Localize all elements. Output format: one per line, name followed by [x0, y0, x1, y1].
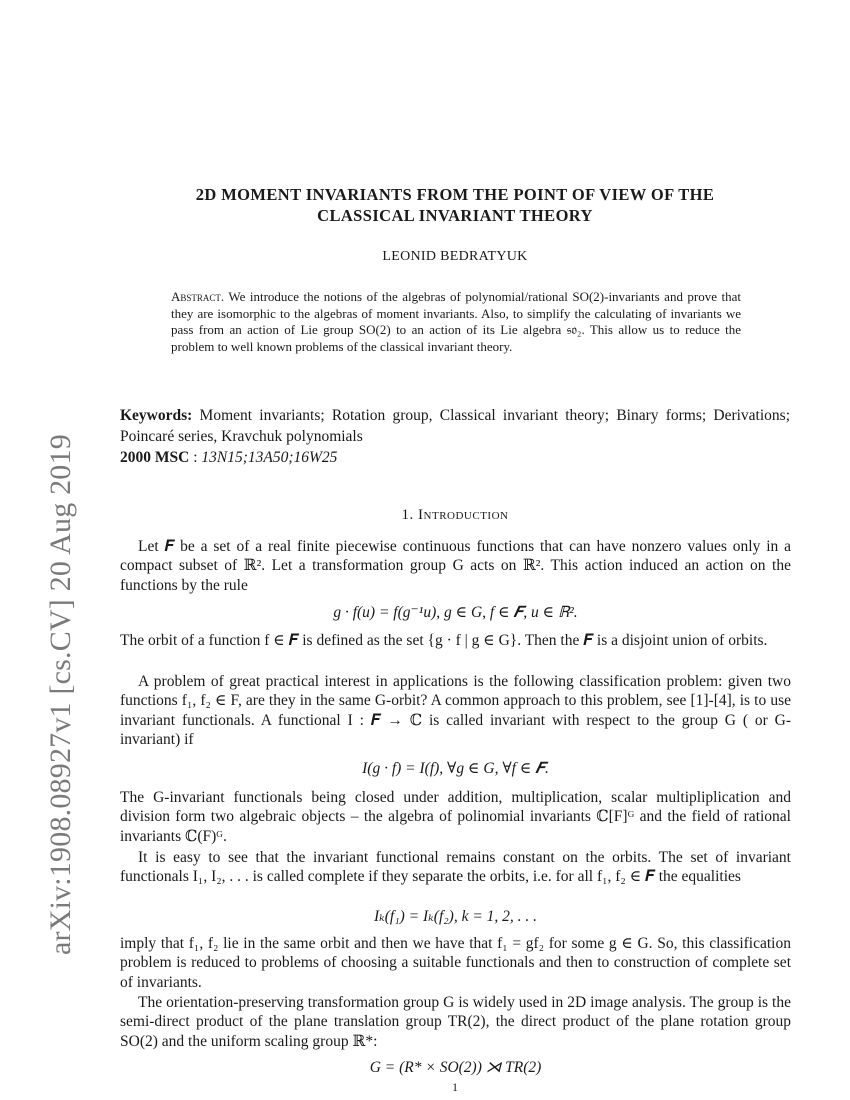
equation-invariance: I(g · f) = I(f), ∀g ∈ G, ∀f ∈ 𝑭.: [362, 760, 549, 777]
paper-title-line-2: CLASSICAL INVARIANT THEORY: [317, 206, 593, 225]
author-name: LEONID BEDRATYUK: [382, 249, 528, 264]
paper-title-line-1: 2D MOMENT INVARIANTS FROM THE POINT OF VIEW OF THE: [195, 185, 715, 204]
abstract-label: Abstract.: [171, 289, 225, 304]
keywords-label: Keywords:: [120, 407, 193, 424]
equation-action: g · f(u) = f(g⁻¹u), g ∈ G, f ∈ 𝑭, u ∈ ℝ².: [333, 604, 578, 621]
paragraph-2: The orbit of a function f ∈ 𝑭 is defined as the set {g · f | g ∈ G}. Then the 𝑭 is a disjoint union of orbits.: [120, 632, 768, 649]
equation-group: G = (R* × SO(2)) ⋊ TR(2): [369, 1059, 542, 1076]
abstract-text: We introduce the notions of the algebras of polynomial/rational SO(2)-invariants and prove that they are isomorphic to the algebras of moment invariants. Also, to simplify the calculating of invariants we pass from an action of Lie group SO(2) to an action of its Lie algebra 𝔰𝔬₂. This allow us to reduce the problem to well known problems of the classical invariant theory.: [171, 289, 742, 354]
paper-title: [100, 184, 810, 226]
section-heading: 1. Introduction: [401, 507, 509, 523]
paragraph-5: It is easy to see that the invariant functional remains constant on the orbits. The set of invariant functionals I₁, I₂, . . . is called complete if they separate the orbits, i.e. for all f₁, f₂ ∈ 𝑭 the equalities: [120, 849, 791, 886]
paragraph-3: A problem of great practical interest in applications is the following classification problem: given two functions f₁, f₂ ∈ F, are they in the same G-orbit? A common approach to this problem, see [1]-[4], is to use invariant functionals. A functional I : 𝑭 → ℂ is called invariant with respect to the group G ( or G-invariant) if: [120, 673, 791, 749]
msc-separator: :: [193, 449, 198, 466]
keywords-text: Moment invariants; Rotation group, Classical invariant theory; Binary forms; Derivations; Poincaré series, Kravchuk polynomials: [120, 407, 791, 445]
paragraph-6: imply that f₁, f₂ lie in the same orbit and then we have that f₁ = gf₂ for some g ∈ G. So, this classification problem is reduced to problems of choosing a suitable functionals and then to construction of complete set of invariants.: [120, 935, 791, 991]
abstract-block: [171, 289, 741, 355]
equation-equalities: Iₖ(f₁) = Iₖ(f₂), k = 1, 2, . . .: [373, 908, 538, 925]
msc-codes: 13N15;13A50;16W25: [201, 449, 338, 466]
paragraph-7: The orientation-preserving transformation group G is widely used in 2D image analysis. The group is the semi-direct product of the plane translation group TR(2), the direct product of the plane rotation group SO(2) and the uniform scaling group ℝ*:: [120, 994, 791, 1050]
msc-label: 2000 MSC: [120, 449, 190, 466]
paragraph-4: The G-invariant functionals being closed under addition, multiplication, scalar multipliplication and division form two algebraic objects – the algebra of polinomial invariants ℂ[F]ᴳ and the field of rational invariants ℂ(F)ᴳ.: [120, 789, 791, 845]
paragraph-1: Let 𝑭 be a set of a real finite piecewise continuous functions that can have nonzero values only in a compact subset of ℝ². Let a transformation group G acts on ℝ². This action induced an action on the functions by the rule: [120, 538, 791, 594]
keywords-block: [120, 405, 790, 468]
arxiv-stamp: arXiv:1908.08927v1 [cs.CV] 20 Aug 2019: [44, 434, 77, 955]
page-number: 1: [452, 1080, 458, 1094]
